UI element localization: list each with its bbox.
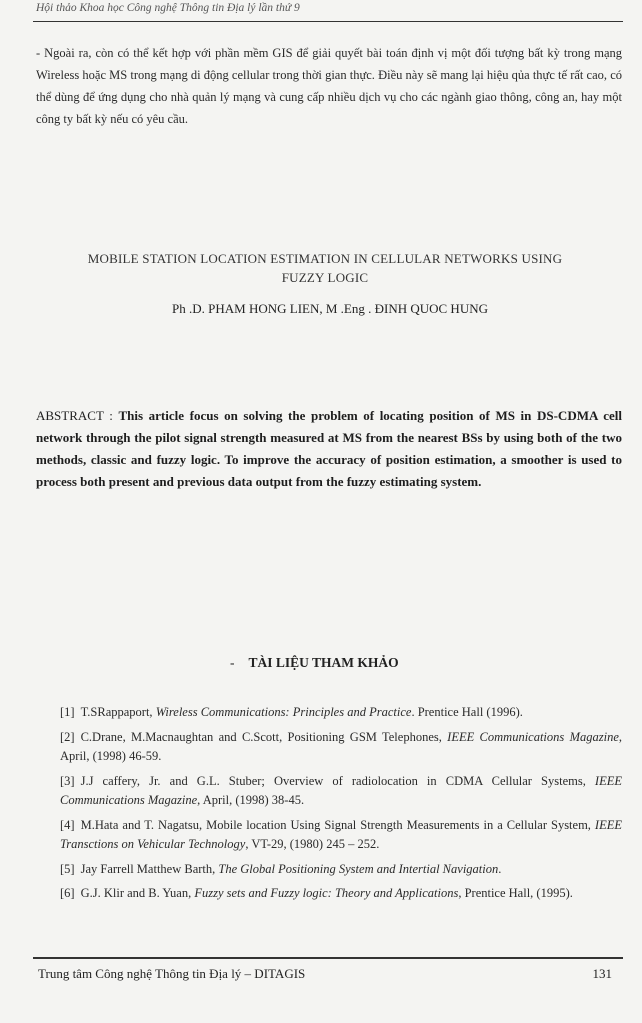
- references-heading-dash: -: [230, 655, 235, 670]
- page-number: 131: [592, 966, 612, 981]
- reference-text: C.Drane, M.Macnaughtan and C.Scott, Positioning GSM Telephones,: [80, 729, 448, 744]
- references-list: [60, 703, 622, 909]
- reference-item: [60, 772, 622, 811]
- reference-details: . Prentice Hall (1996).: [411, 705, 523, 719]
- reference-text: M.Hata and T. Nagatsu, Mobile location Using Signal Strength Measurements in a Cellular System,: [80, 817, 595, 832]
- references-heading-text: TÀI LIỆU THAM KHẢO: [248, 655, 399, 670]
- reference-number: [1]: [60, 705, 75, 719]
- reference-text: T.SRappaport,: [80, 705, 156, 719]
- reference-item: [60, 816, 622, 855]
- reference-text: G.J. Klir and B. Yuan,: [80, 886, 195, 900]
- article-title: [40, 249, 610, 287]
- reference-details: , Prentice Hall, (1995).: [458, 886, 573, 900]
- reference-title: IEEE Transctions on Vehicular Technology: [60, 817, 622, 851]
- reference-text: J.J caffery, Jr. and G.L. Stuber; Overview of radiolocation in CDMA Cellular Systems,: [80, 773, 595, 788]
- abstract-text: This article focus on solving the problem of locating position of MS in DS-CDMA cell network through the pilot signal strength measured at MS from the nearest BSs by using both of the two methods, classic and fuzzy logic. To improve the accuracy of position estimation, a smoother is used to process both present and previous data output from the fuzzy estimating system.: [36, 408, 623, 489]
- reference-title: IEEE Communications Magazine: [447, 729, 619, 744]
- reference-title: Fuzzy sets and Fuzzy logic: Theory and Applications: [194, 886, 459, 900]
- reference-text: Jay Farrell Matthew Barth,: [80, 861, 219, 876]
- article-title-line-2: FUZZY LOGIC: [281, 270, 369, 285]
- intro-paragraph: - Ngoài ra, còn có thể kết hợp với phần mềm GIS để giải quyết bài toán định vị một đối tượng bất kỳ trong mạng Wireless hoặc MS trong mạng di động cellular trong thời gian thực. Điều này sẽ mang lại hiệu qủa thực tế rất cao, có thể dùng để ứng dụng cho nhà quản lý mạng và cung cấp nhiều dịch vụ cho các ngành giao thông, công an, hay một công ty bất kỳ nếu có yêu cầu.: [36, 46, 622, 126]
- references-heading: [230, 655, 399, 671]
- reference-number: [5]: [60, 861, 75, 876]
- abstract-label: ABSTRACT :: [36, 408, 119, 423]
- article-authors: Ph .D. PHAM HONG LIEN, M .Eng . ĐINH QUOC HUNG: [172, 301, 488, 316]
- reference-details: , April, (1998) 46-59.: [60, 729, 623, 763]
- reference-item: [60, 860, 622, 880]
- reference-title: IEEE Communications Magazine: [60, 773, 622, 807]
- reference-item: [60, 884, 622, 904]
- reference-number: [6]: [60, 886, 75, 900]
- reference-details: .: [498, 861, 502, 876]
- running-header: Hội thảo Khoa học Công nghệ Thông tin Địa lý lần thứ 9: [36, 2, 300, 14]
- reference-number: [2]: [60, 729, 75, 744]
- article-title-line-1: MOBILE STATION LOCATION ESTIMATION IN CELLULAR NETWORKS USING: [87, 251, 563, 266]
- reference-title: Wireless Communications: Principles and Practice: [155, 705, 412, 719]
- reference-details: , VT-29, (1980) 245 – 252.: [245, 837, 380, 851]
- header-rule: [33, 21, 623, 22]
- abstract: [36, 405, 622, 493]
- reference-title: The Global Positioning System and Intertial Navigation: [218, 861, 499, 876]
- reference-number: [3]: [60, 773, 75, 788]
- footer-rule: [33, 957, 623, 959]
- reference-number: [4]: [60, 817, 75, 832]
- reference-item: [60, 728, 622, 767]
- reference-details: , April, (1998) 38-45.: [197, 793, 305, 807]
- reference-item: [60, 703, 622, 723]
- footer-organization: Trung tâm Công nghệ Thông tin Địa lý – DITAGIS: [38, 966, 306, 981]
